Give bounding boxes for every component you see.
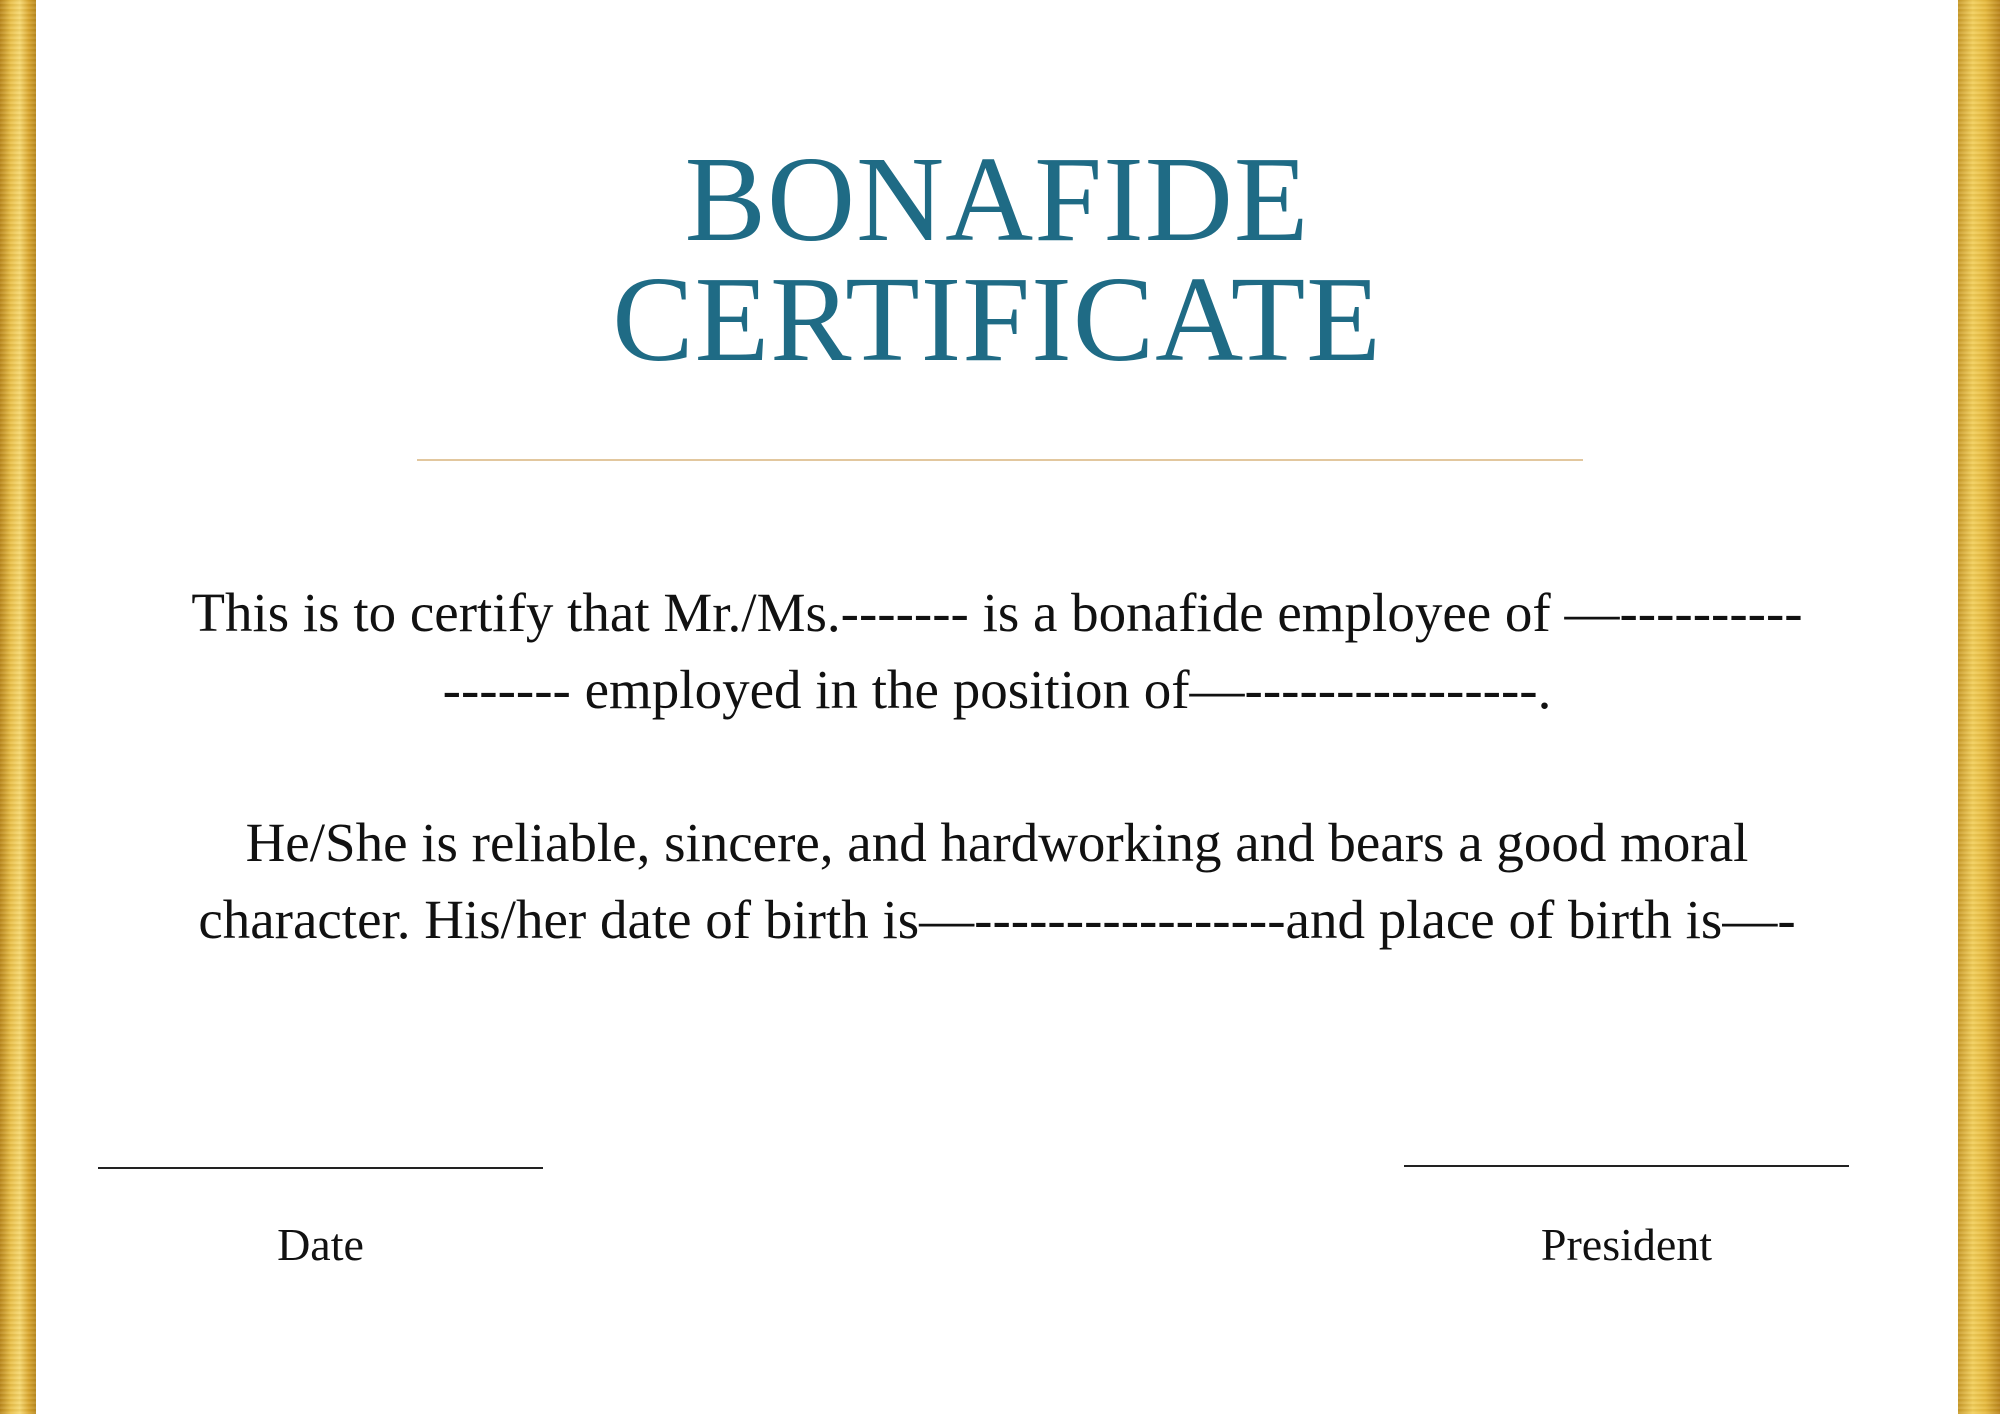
title-line-2: CERTIFICATE (612, 252, 1382, 387)
character-paragraph (86, 804, 1908, 958)
left-gold-border (0, 0, 36, 1414)
certificate-title (36, 132, 1958, 387)
character-line-2: character. His/her date of birth is—-----------------and place of birth is—- (198, 889, 1796, 950)
title-divider (417, 459, 1583, 461)
president-label: President (1540, 1219, 1713, 1270)
date-signature-line (98, 1167, 543, 1169)
president-signature-line (1404, 1165, 1849, 1167)
title-line-1: BONAFIDE (684, 132, 1310, 267)
certificate-paper (36, 0, 1958, 1414)
certification-paragraph (86, 574, 1908, 728)
character-line-1: He/She is reliable, sincere, and hardworking and bears a good moral (245, 812, 1749, 873)
right-gold-border (1958, 0, 2000, 1414)
certification-line-2: ------- employed in the position of—----------------. (442, 659, 1552, 720)
certification-line-1: This is to certify that Mr./Ms.------- is a bonafide employee of —---------- (191, 582, 1803, 643)
date-label: Date (277, 1219, 364, 1270)
